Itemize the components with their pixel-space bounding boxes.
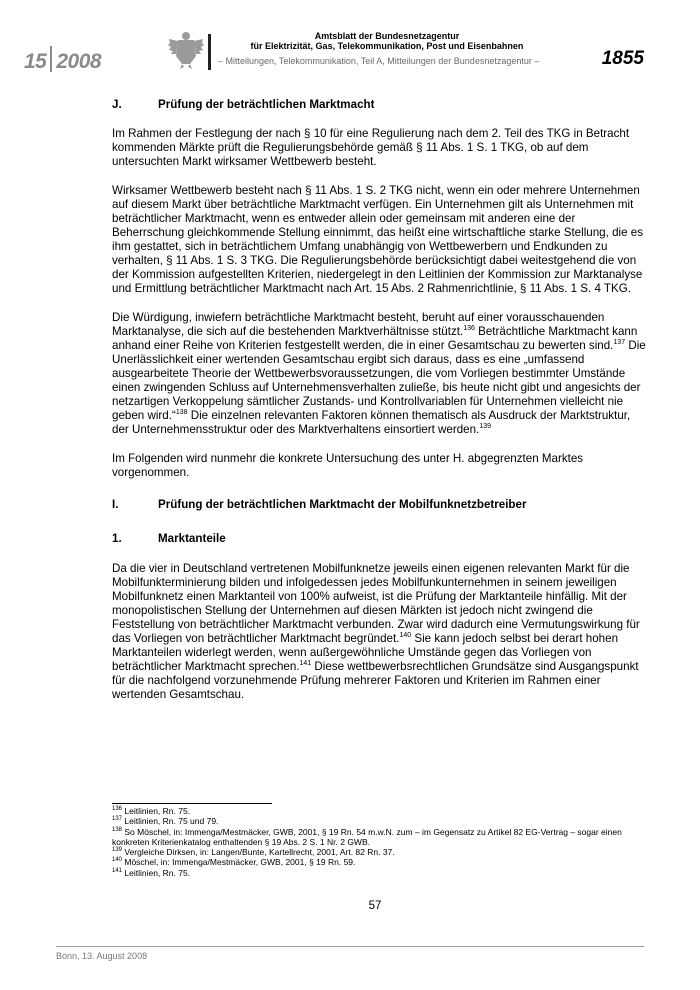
- heading-number: I.: [112, 498, 119, 511]
- paragraph: Im Rahmen der Festlegung der nach § 10 für eine Regulierung nach dem 2. Teil des TKG in Betracht kommenden Märkte prüft die Regulierungsbehörde gemäß § 11 Abs. 1 S. 1 TKG, ob auf dem untersuchten Markt wirksamer Wettbewerb besteht.: [112, 127, 630, 168]
- heading-section-1: [112, 532, 648, 546]
- heading-title: Prüfung der beträchtlichen Marktmacht der Mobilfunknetzbetreiber: [158, 498, 527, 511]
- document-body: [112, 98, 648, 717]
- footnote: $^{141}$ Leitlinien, Rn. 75.: [112, 867, 191, 878]
- heading-title: Prüfung der beträchtlichen Marktmacht: [158, 98, 375, 111]
- footnote: $^{140}$ Möschel, in: Immenga/Mestmäcker, GWB, 2001, § 19 Rn. 59.: [112, 857, 356, 868]
- footnote-ref: 141: [299, 660, 312, 668]
- footnote-ref: 140: [399, 632, 412, 640]
- heading-section-j: [112, 98, 648, 112]
- footnote: $^{136}$ Leitlinien, Rn. 75.: [112, 806, 191, 816]
- heading-section-i: [112, 498, 648, 512]
- document-page-number: 57: [368, 900, 382, 912]
- publisher-line-1: Amtsblatt der Bundesnetzagentur: [314, 31, 460, 41]
- paragraph: Die Würdigung, inwiefern beträchtliche Marktmacht besteht, beruht auf einer vorausschauenden Marktanalyse, die sich auf die bestehenden Marktverhältnisse stützt.$^{136}$ Beträchtliche Marktmacht kann anhand einer Reihe von Kriterien festgestellt werden, die in einer Gesamtschau zu bewerten sind.$^{137}$ Die Unerlässlichkeit einer wertenden Gesamtschau ergibt sich daraus, dass es eine „umfassend ausgearbeitete Theorie der Wettbewerbsvoraussetzungen, die vom Vorliegen bestimmter Umstände einen zwingenden Schluss auf Unternehmensverhalten zuließe, bis heute nicht gibt und angesichts der netzartigen Verkoppelung sämtlicher Zustands- und Kontrollvariablen für Unternehmen vielleicht nie geben wird.“$^{138}$ Die einzelnen relevanten Faktoren können thematisch als Ausdruck der Marktstruktur, der Unternehmensstruktur oder des Marktverhaltens einsortiert werden.$^{139}$: [112, 311, 646, 436]
- heading-number: J.: [112, 98, 122, 111]
- footnote-ref: 139: [479, 423, 491, 431]
- heading-number: 1.: [112, 532, 122, 545]
- footer-date: Bonn, 13. August 2008: [56, 951, 148, 961]
- paragraph: Wirksamer Wettbewerb besteht nach § 11 Abs. 1 S. 2 TKG nicht, wenn ein oder mehrere Unternehmen auf diesem Markt über beträchtliche Marktmacht verfügen. Ein Unternehmen gilt als Unternehmen mit beträchtlicher Marktmacht, wenn es entweder allein oder gemeinsam mit anderen eine der Beherrschung gleichkommende Stellung einnimmt, das heißt eine wirtschaftliche starke Stellung, die es ihm gestattet, sich in beträchtlichem Umfang unabhängig von Wettbewerbern und Endkunden zu verhalten, § 11 Abs. 1 S. 3 TKG. Die Regulierungsbehörde berücksichtigt dabei weitestgehend die von der Kommission aufgestellten Kriterien, niedergelegt in den Leitlinien der Kommission zur Marktanalyse und Ermittlung beträchtlicher Marktmacht nach Art. 15 Abs. 2 Rahmenrichtlinie, § 11 Abs. 1 S. 4 TKG.: [112, 184, 644, 295]
- footnote-ref: 138: [175, 409, 188, 417]
- issue-number: 15 2008: [24, 46, 101, 74]
- footnote: $^{139}$ Vergleiche Dirksen, in: Langen/Bunte, Kartellrecht, 2001, Art. 82 Rn. 37.: [112, 847, 395, 858]
- footnote-ref: 136: [463, 325, 475, 333]
- heading-title: Marktanteile: [158, 532, 226, 545]
- footnote: $^{137}$ Leitlinien, Rn. 75 und 79.: [112, 816, 219, 827]
- footer-divider: [56, 946, 644, 947]
- header-subtitle: – Mitteilungen, Telekommunikation, Teil A, Mitteilungen der Bundesnetzagentur –: [218, 56, 540, 66]
- publisher-line-2: für Elektrizität, Gas, Telekommunikation, Post und Eisenbahnen: [250, 41, 524, 51]
- federal-eagle-icon: [168, 30, 204, 70]
- footnotes: [112, 806, 648, 878]
- paragraph: Im Folgenden wird nunmehr die konkrete Untersuchung des unter H. abgegrenzten Marktes vorgenommen.: [112, 452, 584, 479]
- footnote: $^{138}$ So Möschel, in: Immenga/Mestmäcker, GWB, 2001, § 19 Rn. 54 m.w.N. zum – im Gegensatz zu Artikel 82 EG-Vertrag – sogar einen konkreten Kriterienkatalog enthaltenden § 19 Abs. 2 S. 1 Nr. 2 GWB.: [112, 826, 622, 847]
- header-divider: [208, 34, 211, 70]
- footnote-separator: [112, 803, 272, 804]
- paragraph: Da die vier in Deutschland vertretenen Mobilfunknetze jeweils einen eigenen relevanten Markt für die Mobilfunkterminierung bilden und infolgedessen jedes Mobilfunkunternehmen in seinem jeweiligen Mobilfunknetz einen Marktanteil von 100% aufweist, ist die Prüfung der Marktanteile hinfällig. Mit der monopolistischen Stellung der Unternehmen auf diesen Märkten ist jedoch nicht zwingend die Feststellung von beträchtlicher Marktmacht verbunden. Zwar wird dadurch eine Vermutungswirkung für das Vorliegen von beträchtlicher Marktmacht begründet.$^{140}$ Sie kann jedoch selbst bei derart hohen Marktanteilen widerlegt werden, wenn außergewöhnliche Umstände gegen das Vorliegen von beträchtlicher Marktmacht sprechen.$^{141}$ Diese wettbewerbsrechtlichen Grundsätze sind Ausgangspunkt für die nachfolgend vorzunehmende Prüfung mehrerer Faktoren und Kriterien im Rahmen einer wertenden Gesamtschau.: [112, 562, 640, 701]
- footnote-ref: 137: [613, 339, 626, 347]
- gazette-page-number: 1855: [601, 48, 644, 69]
